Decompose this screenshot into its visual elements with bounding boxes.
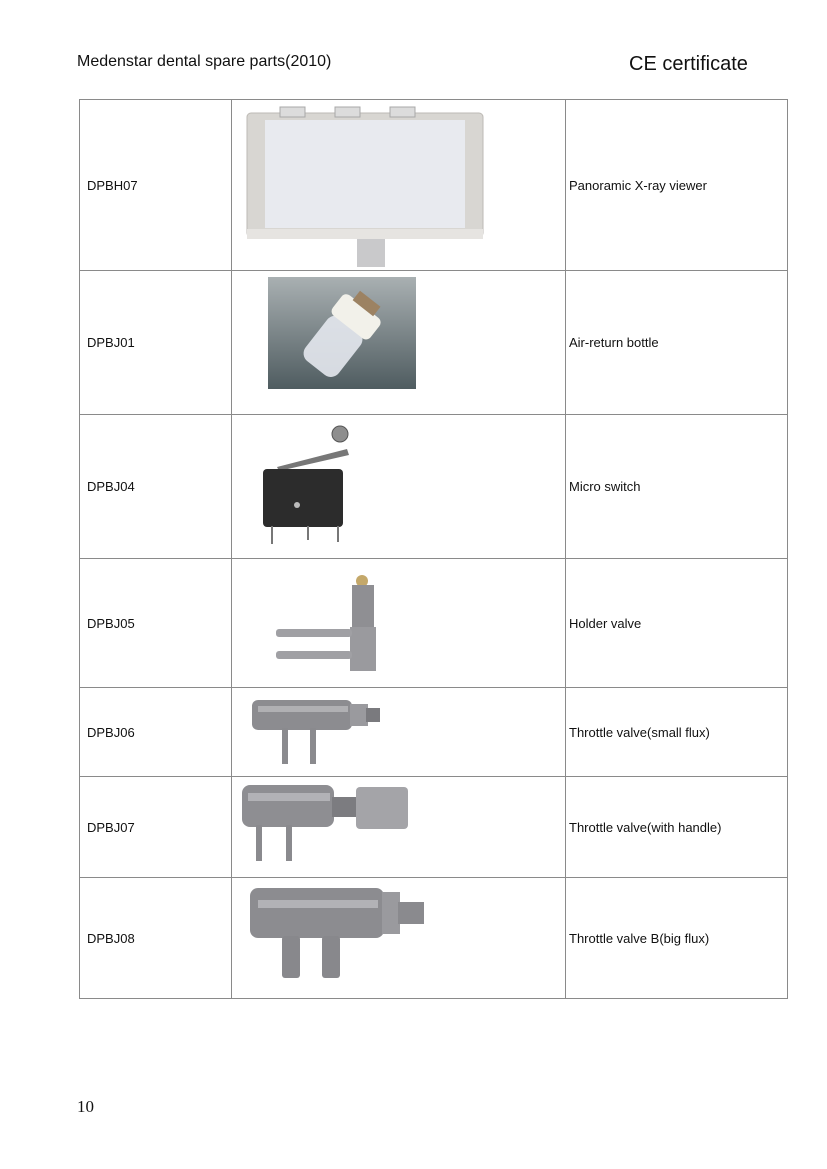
parts-table — [79, 99, 788, 999]
table-row — [80, 559, 788, 688]
part-description: Panoramic X-ray viewer — [566, 100, 788, 271]
part-code: DPBJ01 — [80, 271, 232, 415]
micro-switch-image — [257, 419, 357, 545]
throttle-valve-big-image — [248, 886, 428, 981]
document-title: Medenstar dental spare parts(2010) — [77, 53, 332, 70]
air-return-bottle-image — [268, 277, 418, 391]
part-image-cell — [232, 559, 566, 688]
table-row — [80, 777, 788, 878]
part-description: Throttle valve B(big flux) — [566, 878, 788, 999]
part-image-cell — [232, 100, 566, 271]
table-row — [80, 100, 788, 271]
part-image-cell — [232, 688, 566, 777]
throttle-valve-small-image — [250, 696, 390, 768]
part-image-cell — [232, 878, 566, 999]
part-code: DPBJ08 — [80, 878, 232, 999]
holder-valve-image — [272, 569, 382, 674]
part-description: Holder valve — [566, 559, 788, 688]
part-description: Air-return bottle — [566, 271, 788, 415]
part-description: Throttle valve(with handle) — [566, 777, 788, 878]
x-ray-viewer-image — [245, 105, 485, 267]
part-code: DPBJ07 — [80, 777, 232, 878]
part-code: DPBJ06 — [80, 688, 232, 777]
part-code: DPBJ04 — [80, 415, 232, 559]
part-image-cell — [232, 271, 566, 415]
part-code: DPBH07 — [80, 100, 232, 271]
table-row — [80, 688, 788, 777]
part-image-cell — [232, 415, 566, 559]
certificate-label: CE certificate — [629, 53, 748, 75]
part-image-cell — [232, 777, 566, 878]
part-description: Throttle valve(small flux) — [566, 688, 788, 777]
table-row — [80, 271, 788, 415]
page-number: 10 — [77, 1097, 94, 1116]
throttle-valve-handle-image — [240, 783, 410, 865]
table-row — [80, 878, 788, 999]
part-code: DPBJ05 — [80, 559, 232, 688]
part-description: Micro switch — [566, 415, 788, 559]
table-row — [80, 415, 788, 559]
